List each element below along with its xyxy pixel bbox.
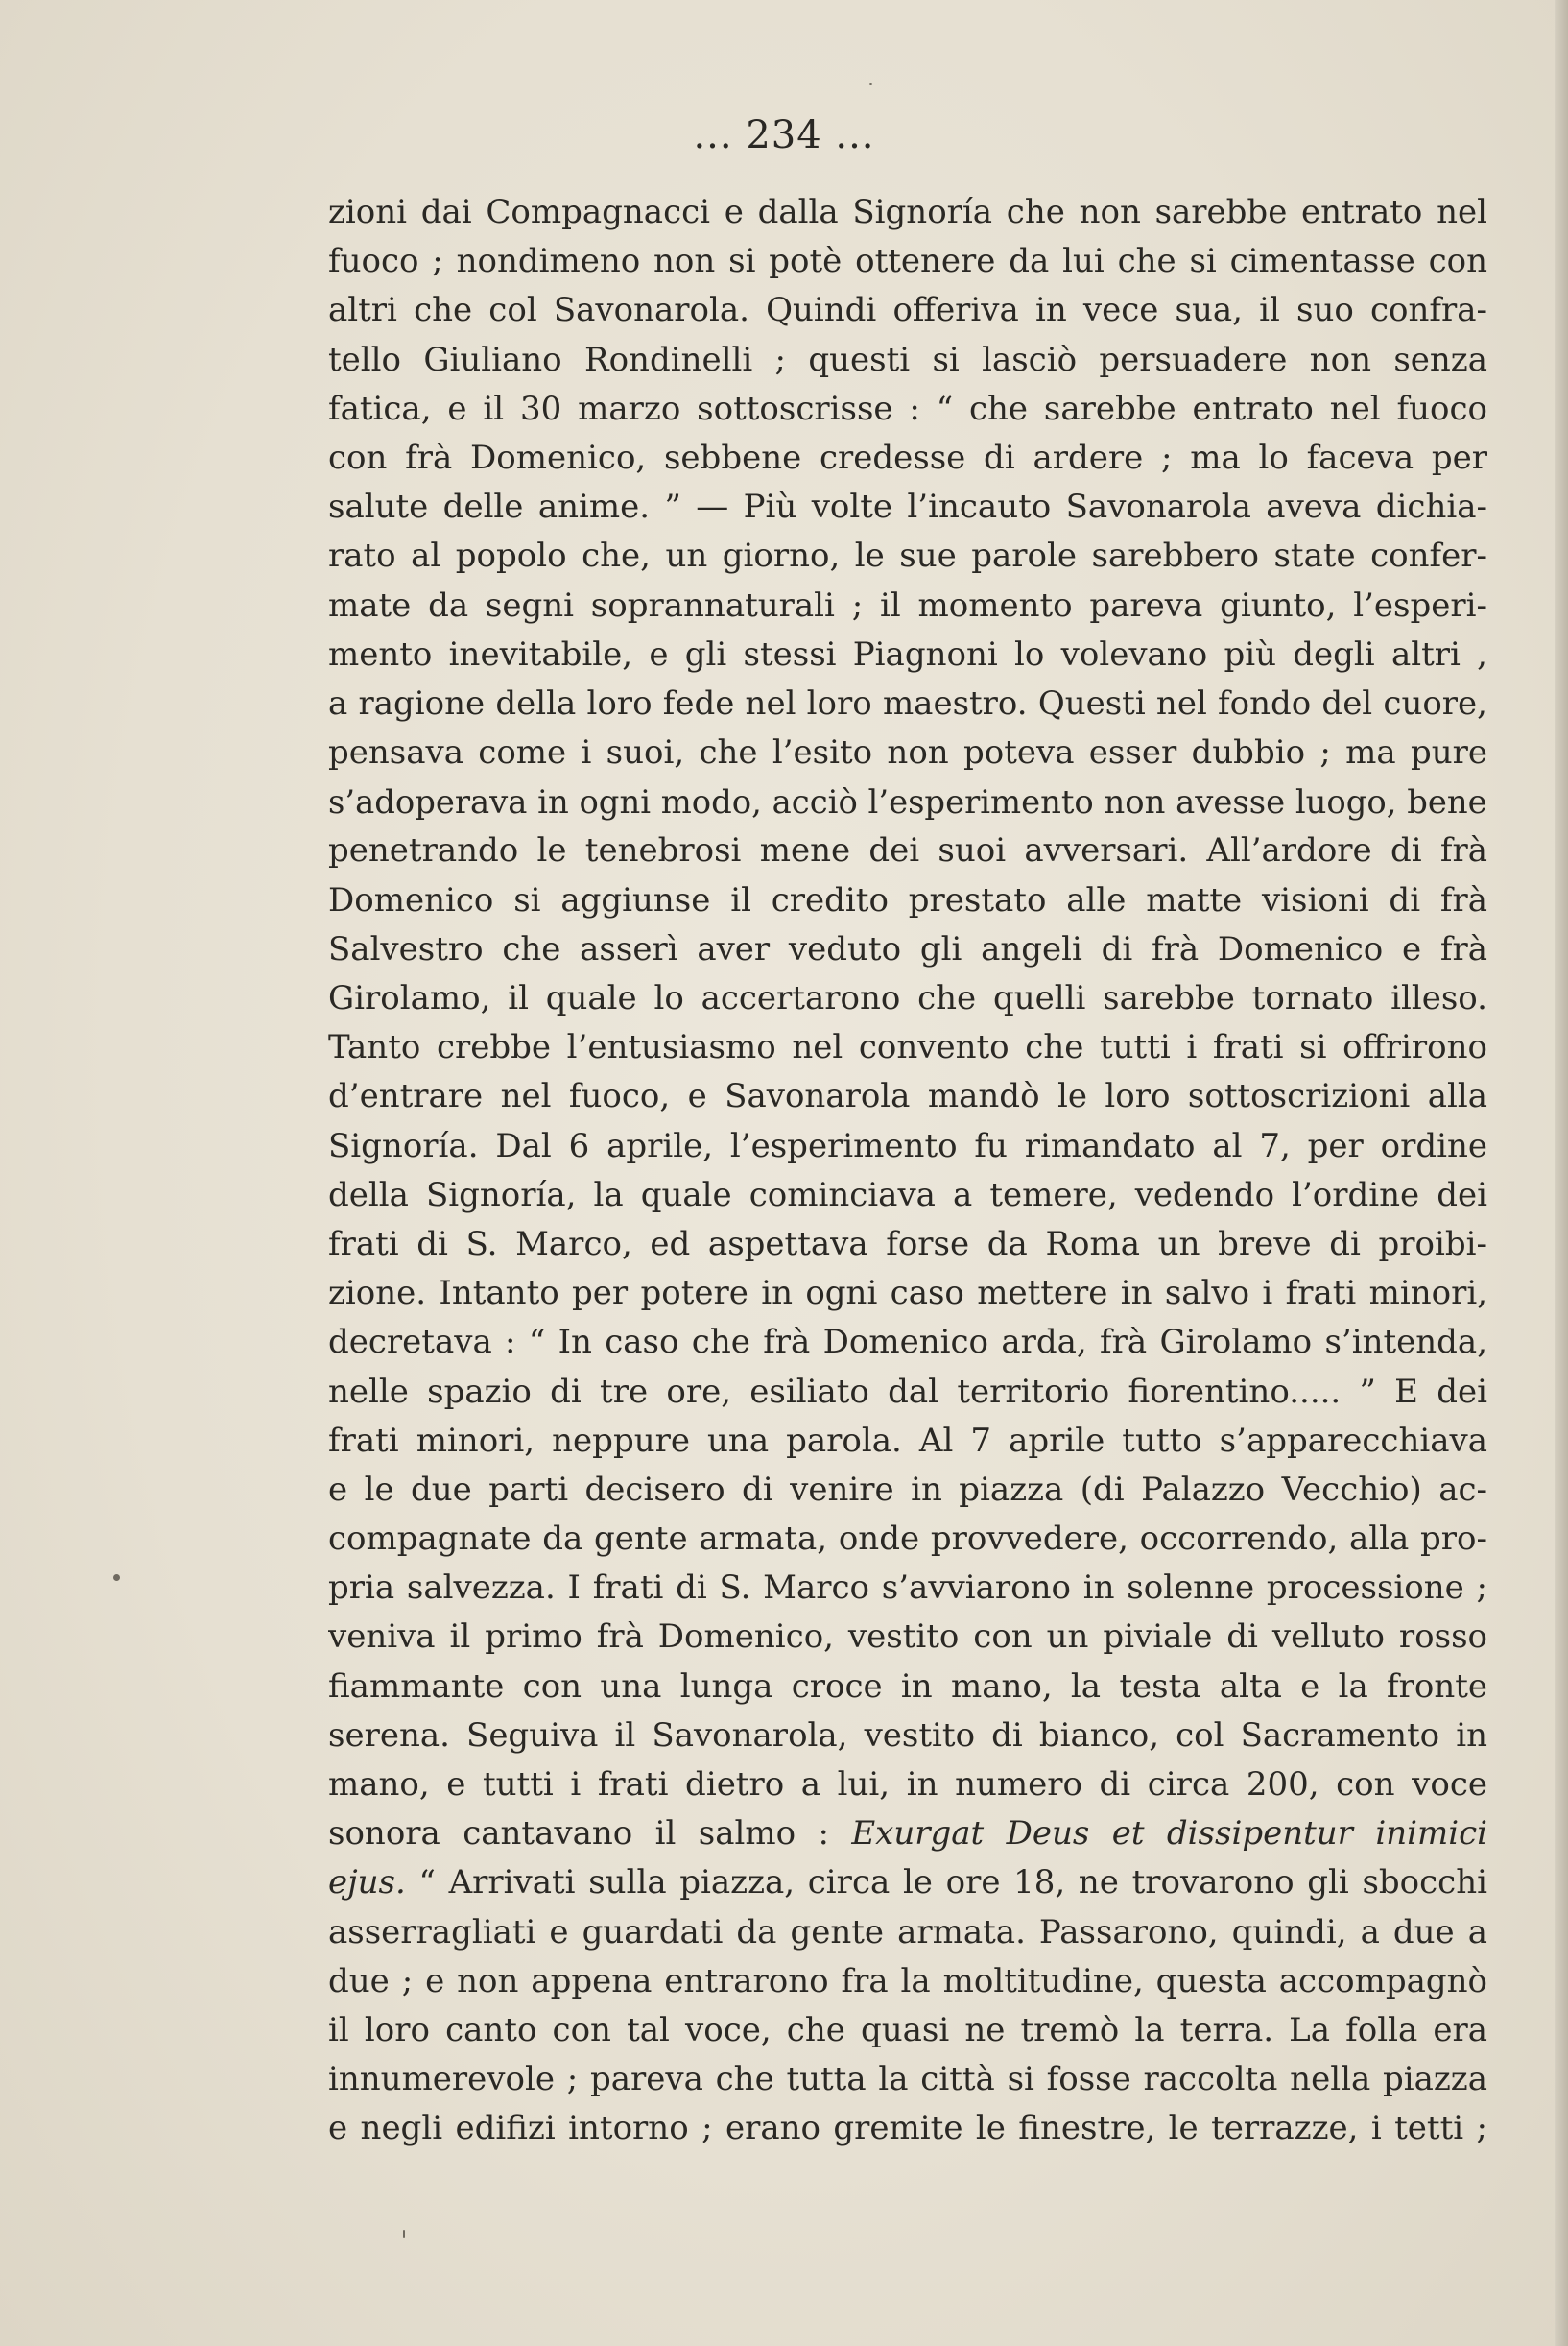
text-line: fatica, e il 30 marzo sottoscrisse : “ che sarebbe entrato nel fuoco bbox=[328, 389, 1487, 428]
text-line: veniva il primo frà Domenico, vestito con un piviale di velluto rosso bbox=[328, 1617, 1487, 1657]
text-line: Tanto crebbe l’entusiasmo nel convento che tutti i frati si offrirono bbox=[328, 1028, 1487, 1067]
text-line: rato al popolo che, un giorno, le sue parole sarebbero state confer- bbox=[328, 537, 1487, 576]
body-text bbox=[328, 188, 1487, 2154]
page-number: ... 234 ... bbox=[693, 113, 875, 157]
page-edge-shadow bbox=[1555, 0, 1568, 2346]
text-line: salute delle anime. ” — Più volte l’incauto Savonarola aveva dichia- bbox=[328, 488, 1487, 527]
text-line: innumerevole ; pareva che tutta la città si fosse raccolta nella piazza bbox=[328, 2060, 1487, 2099]
text-line: pensava come i suoi, che l’esito non poteva esser dubbio ; ma pure bbox=[328, 733, 1487, 773]
text-line: a ragione della loro fede nel loro maestro. Questi nel fondo del cuore, bbox=[328, 683, 1487, 723]
text-line: frati di S. Marco, ed aspettava forse da Roma un breve di proibi- bbox=[328, 1224, 1487, 1263]
text-line: altri che col Savonarola. Quindi offeriva in vece sua, il suo confra- bbox=[328, 291, 1487, 330]
text-line: due ; e non appena entrarono fra la moltitudine, questa accompagnò bbox=[328, 1961, 1487, 2000]
paper-speck bbox=[403, 2230, 405, 2238]
text-line: e negli edifizi intorno ; erano gremite le finestre, le terrazze, i tetti ; bbox=[328, 2109, 1487, 2148]
text-line: zione. Intanto per potere in ogni caso mettere in salvo i frati minori, bbox=[328, 1274, 1487, 1313]
paper-speck bbox=[869, 83, 872, 85]
text-line: serena. Seguiva il Savonarola, vestito di bianco, col Sacramento in bbox=[328, 1715, 1487, 1755]
text-line: mano, e tutti i frati dietro a lui, in numero di circa 200, con voce bbox=[328, 1765, 1487, 1804]
text-line: zioni dai Compagnacci e dalla Signoría che non sarebbe entrato nel bbox=[328, 193, 1487, 231]
text-line: s’adoperava in ogni modo, acciò l’esperimento non avesse luogo, bene bbox=[328, 783, 1487, 822]
text-line: Signoría. Dal 6 aprile, l’esperimento fu rimandato al 7, per ordine bbox=[328, 1126, 1487, 1165]
text-line: tello Giuliano Rondinelli ; questi si lasciò persuadere non senza bbox=[328, 340, 1487, 379]
text-line: penetrando le tenebrosi mene dei suoi avversari. All’ardore di frà bbox=[328, 831, 1487, 871]
text-line: fiammante con una lunga croce in mano, la testa alta e la fronte bbox=[328, 1666, 1487, 1706]
text-line: pria salvezza. I frati di S. Marco s’avviarono in solenne processione ; bbox=[328, 1568, 1487, 1608]
text-line: mento inevitabile, e gli stessi Piagnoni lo volevano più degli altri , bbox=[328, 634, 1487, 674]
text-line: con frà Domenico, sebbene credesse di ardere ; ma lo faceva per bbox=[328, 438, 1487, 477]
text-line: asserragliati e guardati da gente armata. Passarono, quindi, a due a bbox=[328, 1912, 1487, 1951]
text-line: Salvestro che asserì aver veduto gli angeli di frà Domenico e frà bbox=[328, 929, 1487, 969]
text-line: della Signoría, la quale cominciava a temere, vedendo l’ordine dei bbox=[328, 1175, 1487, 1214]
text-line: frati minori, neppure una parola. Al 7 aprile tutto s’apparecchiava bbox=[328, 1421, 1487, 1460]
text-line: e le due parti decisero di venire in piazza (di Palazzo Vecchio) ac- bbox=[328, 1470, 1487, 1509]
text-line bbox=[328, 1858, 1487, 1907]
italic-latin-text: ejus. bbox=[328, 1863, 406, 1903]
text-line: nelle spazio di tre ore, esiliato dal territorio fiorentino..... ” E dei bbox=[328, 1372, 1487, 1411]
text-line bbox=[328, 1809, 1487, 1858]
italic-latin-text: Exurgat Deus et dissipentur inimici bbox=[851, 1814, 1487, 1854]
text-line: decretava : “ In caso che frà Domenico arda, frà Girolamo s’intenda, bbox=[328, 1323, 1487, 1362]
text-line: Girolamo, il quale lo accertarono che quelli sarebbe tornato illeso. bbox=[328, 979, 1487, 1017]
paper-speck bbox=[113, 1574, 120, 1581]
text-line: Domenico si aggiunse il credito prestato alle matte visioni di frà bbox=[328, 880, 1487, 920]
text-line: il loro canto con tal voce, che quasi ne tremò la terra. La folla era bbox=[328, 2010, 1487, 2049]
text-line: d’entrare nel fuoco, e Savonarola mandò le loro sottoscrizioni alla bbox=[328, 1077, 1487, 1116]
text-segment: “ Arrivati sulla piazza, circa le ore 18, ne trovarono gli sbocchi bbox=[405, 1863, 1487, 1903]
text-segment: sonora cantavano il salmo : bbox=[328, 1814, 852, 1854]
text-line: fuoco ; nondimeno non si potè ottenere da lui che si cimentasse con bbox=[328, 242, 1487, 281]
text-line: mate da segni soprannaturali ; il momento pareva giunto, l’esperi- bbox=[328, 586, 1487, 625]
text-line: compagnate da gente armata, onde provvedere, occorrendo, alla pro- bbox=[328, 1520, 1487, 1559]
